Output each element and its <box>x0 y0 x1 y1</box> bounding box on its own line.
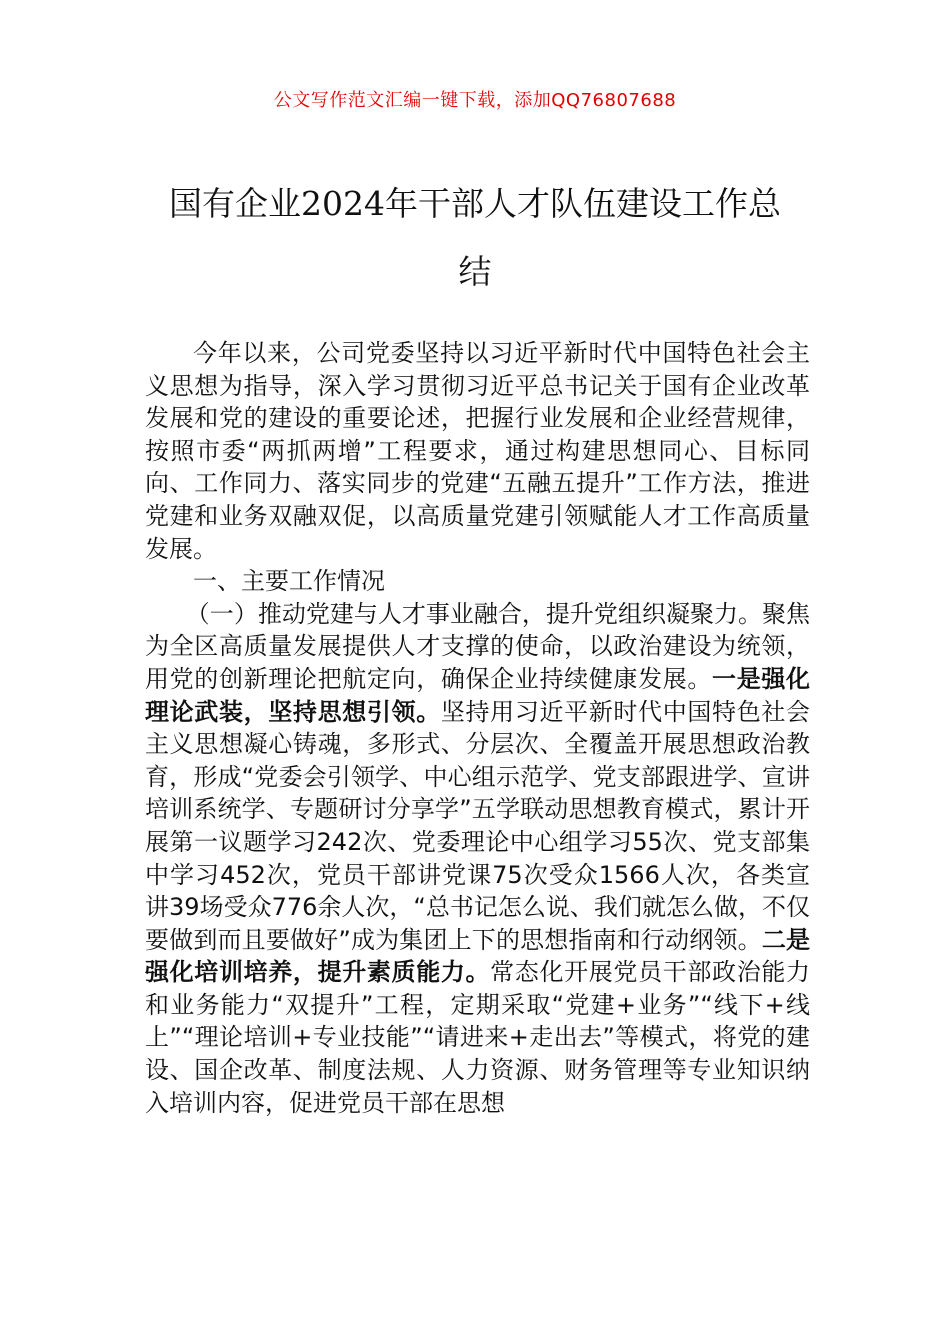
section-heading: 一、主要工作情况 <box>193 567 385 596</box>
subsection-text-c: 常态化开展党员干部政治能力和业务能力“双提升”工程，定期采取“党建+业务”“线下+线上”“理论培训+专业技能”“请进来+走出去”等模式，将党的建设、国企改革、制度法规、人力资源、财务管理等专业知识纳入培训内容，促进党员干部在思想 <box>145 958 811 1117</box>
bold-point-2: 二是强化培训培养，提升素质能力。 <box>145 925 810 987</box>
document-title <box>130 170 820 306</box>
subsection-paragraph <box>145 598 810 1120</box>
title-line-2: 结 <box>458 252 492 291</box>
header-download-note: 公文写作范文汇编一键下载，添加QQ76807688 <box>273 90 677 111</box>
subsection-text-b: 坚持用习近平新时代中国特色社会主义思想凝心铸魂，多形式、分层次、全覆盖开展思想政治教育，形成“党委会引领学、中心组示范学、党支部跟进学、宣讲培训系统学、专题研讨分享学”五学联动思想教育模式，累计开展第一议题学习242次、党委理论中心组学习55次、党支部集中学习452次，党员干部讲党课75次受众1566人次，各类宣讲39场受众776余人次，“总书记怎么说、我们就怎么做，不仅要做到而且要做好”成为集团上下的思想指南和行动纲领。 <box>145 697 811 954</box>
subsection-text-a: 聚焦为全区高质量发展提供人才支撑的使命，以政治建设为统领，用党的创新理论把航定向，确保企业持续健康发展。 <box>145 599 811 693</box>
title-line-1: 国有企业2024年干部人才队伍建设工作总 <box>169 184 781 223</box>
bold-point-1: 一是强化理论武装，坚持思想引领。 <box>145 664 811 726</box>
intro-paragraph: 今年以来，公司党委坚持以习近平新时代中国特色社会主义思想为指导，深入学习贯彻习近平总书记关于国有企业改革发展和党的建设的重要论述，把握行业发展和企业经营规律，按照市委“两抓两增”工程要求，通过构建思想同心、目标同向、工作同力、落实同步的党建“五融五提升”工作方法，推进党建和业务双融双促，以高质量党建引领赋能人才工作高质量发展。 <box>145 339 810 563</box>
subsection-title: （一）推动党建与人才事业融合，提升党组织凝聚力。 <box>185 599 762 628</box>
document-body <box>145 337 810 1119</box>
